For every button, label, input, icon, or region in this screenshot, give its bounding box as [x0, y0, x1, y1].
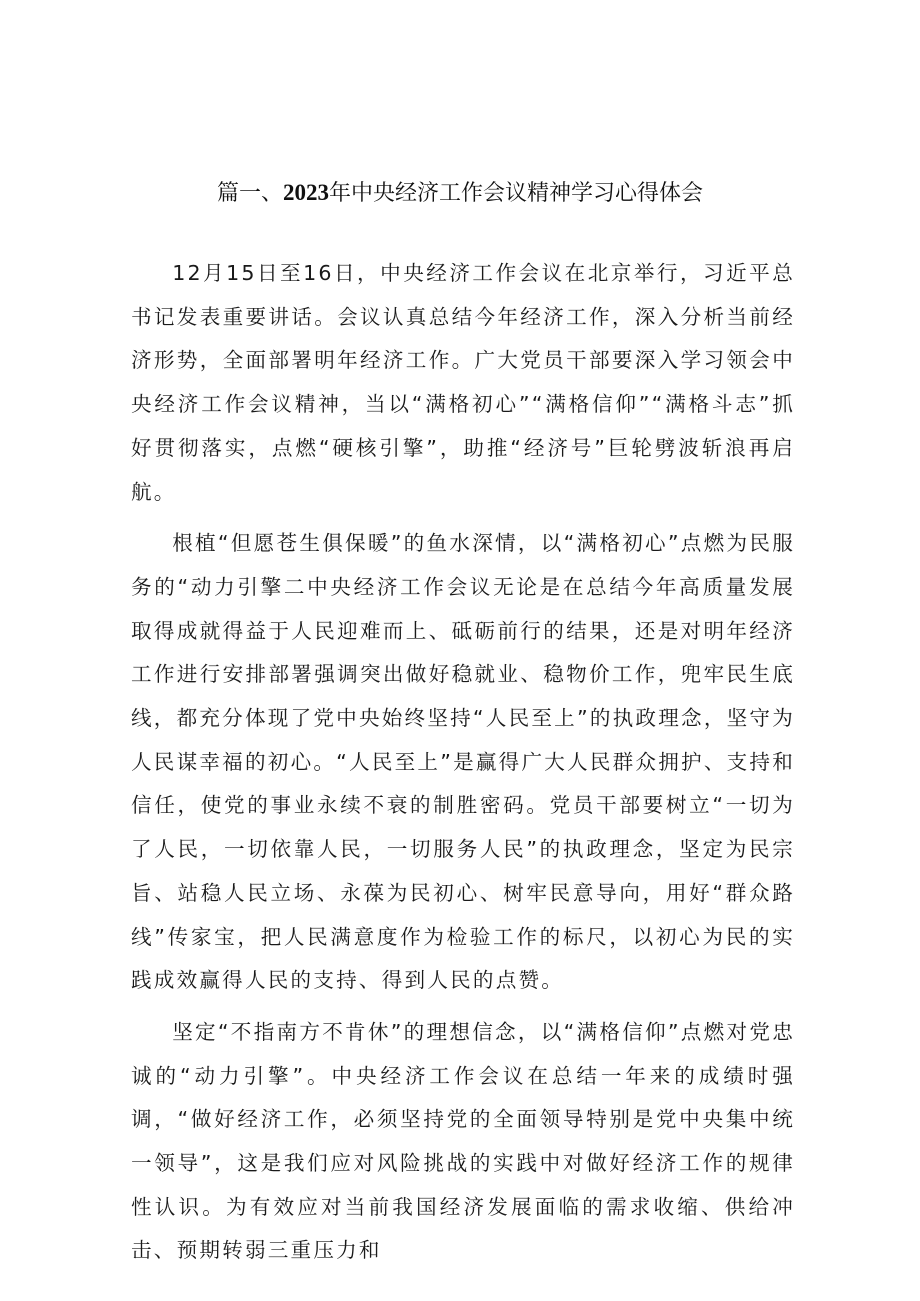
document-body: [131, 252, 795, 1273]
paragraph-1: 12月15日至16日，中央经济工作会议在北京举行，习近平总书记发表重要讲话。会议认真总结今年经济工作，深入分析当前经济形势，全面部署明年经济工作。广大党员干部要深入学习领会中央经济工作会议精神，当以“满格初心”“满格信仰”“满格斗志”抓好贯彻落实，点燃“硬核引擎”，助推“经济号”巨轮劈波斩浪再启航。: [131, 261, 795, 504]
title-prefix: 篇一、: [216, 181, 283, 206]
paragraph-3: 坚定“不指南方不肯休”的理想信念，以“满格信仰”点燃对党忠诚的“动力引擎”。中央经济工作会议在总结一年来的成绩时强调，“做好经济工作，必须坚持党的全面领导特别是党中央集中统一领导”，这是我们应对风险挑战的实践中对做好经济工作的规律性认识。为有效应对当前我国经济发展面临的需求收缩、供给冲击、预期转弱三重压力和: [131, 1019, 795, 1263]
title-suffix: 年中央经济工作会议精神学习心得体会: [329, 181, 704, 206]
paragraph-2: 根植“但愿苍生俱保暖”的鱼水深情，以“满格初心”点燃为民服务的“动力引擎二中央经济工作会议无论是在总结今年高质量发展取得成就得益于人民迎难而上、砥砺前行的结果，还是对明年经济工作进行安排部署强调突出做好稳就业、稳物价工作，兜牢民生底线，都充分体现了党中央始终坚持“人民至上”的执政理念，坚守为人民谋幸福的初心。“人民至上”是赢得广大人民群众拥护、支持和信任，使党的事业永续不衰的制胜密码。党员干部要树立“一切为了人民，一切依靠人民，一切服务人民”的执政理念，坚定为民宗旨、站稳人民立场、永葆为民初心、树牢民意导向，用好“群众路线”传家宝，把人民满意度作为检验工作的标尺，以初心为民的实践成效赢得人民的支持、得到人民的点赞。: [131, 531, 795, 993]
title-year: 2023: [283, 180, 329, 205]
document-title: [0, 178, 920, 209]
